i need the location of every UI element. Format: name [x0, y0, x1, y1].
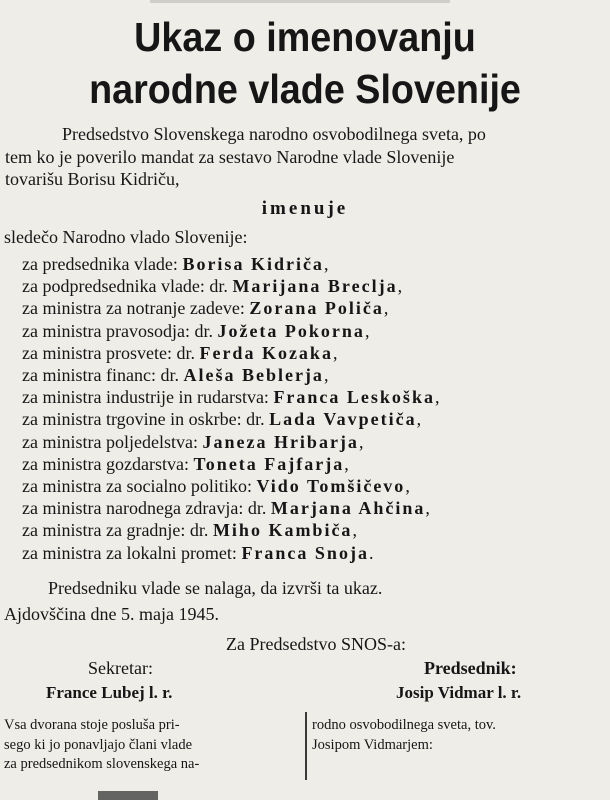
next-article-line: Vsa dvorana stoje posluša pri- — [4, 717, 180, 733]
appointment-punctuation: , — [397, 276, 403, 297]
next-article-right-column — [312, 716, 608, 755]
appointment-punctuation: , — [332, 342, 338, 363]
appointment-item — [22, 386, 439, 408]
appointment-item — [22, 297, 439, 319]
next-article-left-column — [4, 716, 304, 775]
appointment-item — [22, 408, 439, 430]
appointment-item — [22, 519, 439, 541]
appointee-name: Ferda Kozaka — [199, 342, 333, 363]
on-behalf-line: Za Predsedstvo SNOS-a: — [226, 634, 406, 654]
president-name: Josip Vidmar l. r. — [396, 683, 522, 702]
president-role: Predsednik: — [424, 658, 517, 678]
appointment-item — [22, 364, 439, 386]
appointee-name: Vido Tomšičevo — [256, 476, 406, 497]
appointment-item — [22, 497, 439, 519]
appointment-role: za ministra financ: dr. — [22, 365, 184, 386]
appointment-role: za ministra pravosodja: dr. — [22, 320, 218, 341]
appointment-punctuation: , — [383, 298, 389, 319]
appointee-name: Franca Leskoška — [273, 387, 435, 408]
appointment-role: za ministra poljedelstva: — [22, 431, 203, 452]
appointment-punctuation: , — [358, 431, 364, 452]
appointment-item — [22, 431, 439, 453]
appointment-role: za ministra trgovine in oskrbe: dr. — [22, 409, 270, 430]
appointee-name: Marijana Breclja — [232, 276, 398, 297]
appointee-name: Zorana Poliča — [249, 298, 384, 319]
appointee-name: Aleša Beblerja — [183, 365, 324, 386]
appointment-role: za ministra gozdarstva: — [22, 453, 194, 474]
decree-word: imenuje — [261, 198, 349, 219]
headline-line-2: narodne vlade Slovenije — [89, 66, 521, 112]
appointment-item — [22, 275, 439, 297]
appointment-role: za ministra industrije in rudarstva: — [22, 387, 274, 408]
appointment-role: za ministra za notranje zadeve: — [22, 298, 250, 319]
appointment-role: za ministra za socialno politiko: — [22, 476, 257, 497]
appointment-punctuation: , — [344, 453, 349, 474]
appointee-name: Franca Snoja — [241, 542, 369, 563]
appointment-item — [22, 342, 439, 364]
appointee-name: Toneta Fajfarja — [193, 453, 345, 474]
appointment-role: za predsednika vlade: — [22, 254, 183, 274]
intro-line-1: Predsedstvo Slovenskega narodno osvobodilnega sveta, po — [62, 124, 486, 144]
appointment-item — [22, 542, 439, 564]
intro-line-2: tem ko je poverilo mandat za sestavo Narodne vlade Slovenije — [5, 146, 455, 167]
secretary-role: Sekretar: — [88, 658, 153, 678]
appointment-item — [22, 475, 439, 497]
appointee-name: Janeza Hribarja — [202, 431, 359, 452]
appointment-role: za ministra narodnega zdravja: dr. — [22, 498, 271, 519]
headline-line-1: Ukaz o imenovanju — [134, 14, 476, 60]
next-article-line: rodno osvobodilnega sveta, tov. — [312, 717, 496, 733]
appointment-punctuation: , — [364, 320, 370, 341]
appointment-list — [22, 253, 439, 564]
cut-off-text-fragment — [98, 791, 158, 800]
appointment-punctuation: . — [368, 542, 374, 563]
appointment-punctuation: , — [434, 387, 440, 408]
next-article-line: za predsednikom slovenskega na- — [4, 756, 200, 772]
appointment-punctuation: , — [425, 498, 430, 519]
appointee-name: Lada Vavpetiča — [269, 409, 417, 430]
appointment-role: za ministra za gradnje: dr. — [22, 520, 213, 541]
appointee-name: Jožeta Pokorna — [217, 320, 365, 341]
torn-edge-fragment — [150, 0, 450, 3]
closing-sentence: Predsedniku vlade se nalaga, da izvrši ta ukaz. — [48, 578, 383, 598]
appointee-name: Marjana Ahčina — [270, 498, 426, 519]
appointment-item — [22, 320, 439, 342]
appointment-punctuation: , — [352, 520, 357, 541]
appointment-role: za ministra prosvete: dr. — [22, 342, 200, 363]
appointment-punctuation: , — [416, 409, 422, 430]
appointment-item — [22, 253, 439, 275]
column-divider — [305, 712, 307, 780]
next-article-line: sego ki jo ponavljajo člani vlade — [4, 736, 193, 753]
dateline: Ajdovščina dne 5. maja 1945. — [4, 604, 219, 624]
appointment-item — [22, 453, 439, 475]
appointment-punctuation: , — [323, 365, 329, 386]
appointee-name: Borisa Kidriča — [182, 254, 324, 274]
intro-line-3: tovarišu Borisu Kidriču, — [5, 169, 180, 189]
appointee-name: Miho Kambiča — [212, 520, 353, 541]
lead-line: sledečo Narodno vlado Slovenije: — [4, 227, 248, 247]
appointment-punctuation: , — [323, 254, 329, 274]
secretary-name: France Lubej l. r. — [46, 683, 173, 702]
appointment-role: za ministra za lokalni promet: — [22, 542, 242, 563]
intro-paragraph — [5, 123, 608, 191]
next-article-line: Josipom Vidmarjem: — [312, 736, 433, 753]
appointment-punctuation: , — [405, 476, 410, 497]
appointment-role: za podpredsednika vlade: dr. — [22, 276, 233, 297]
